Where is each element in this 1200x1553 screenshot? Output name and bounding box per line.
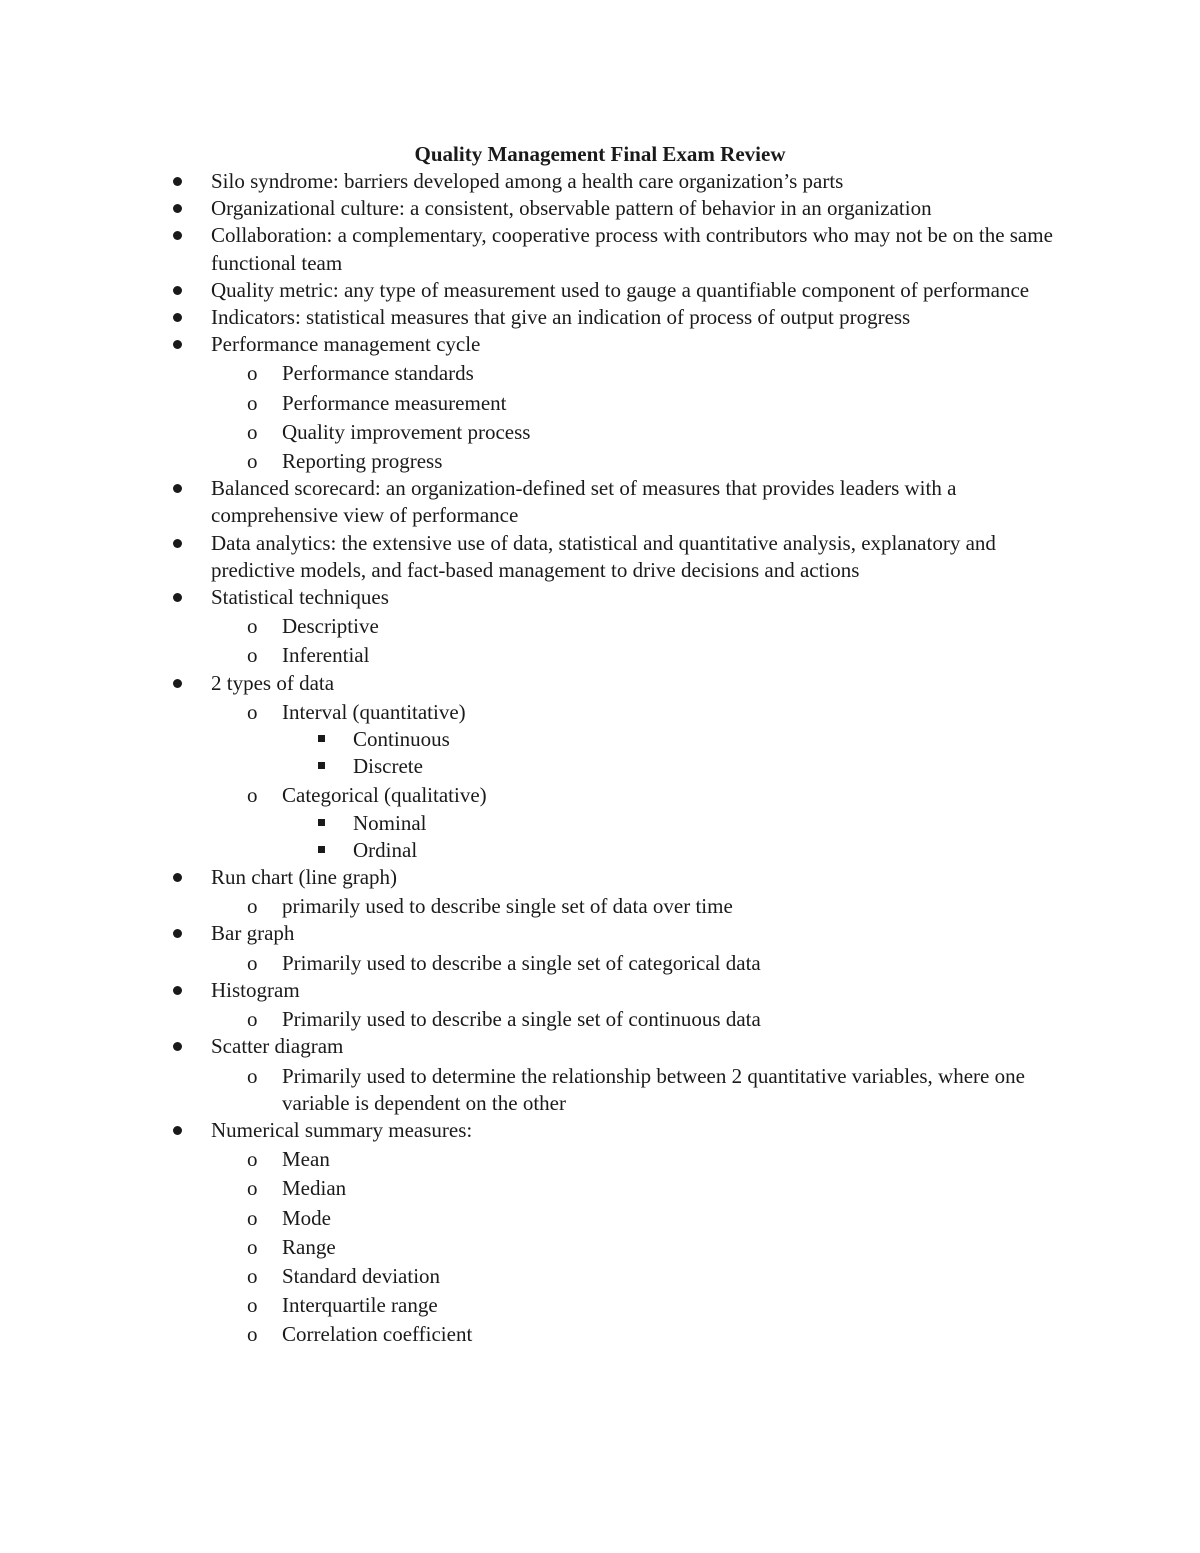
sub-bullet-item [0, 1321, 1072, 1348]
bullet-dot-icon [173, 277, 183, 304]
bullet-text: Interval (quantitative) [282, 699, 466, 724]
bullet-item [0, 920, 1071, 947]
hollow-circle-marker: o [247, 449, 258, 474]
sub-bullet-item [0, 1063, 1072, 1117]
bullet-text: Correlation coefficient [282, 1322, 473, 1347]
hollow-circle-marker: o [247, 1007, 258, 1032]
sub-bullet-item [0, 1234, 1072, 1261]
sub-bullet-item [0, 893, 1072, 920]
bullet-text: Primarily used to describe a single set of continuous data [282, 1007, 761, 1032]
bullet-dot-icon [173, 168, 183, 195]
bullet-text: 2 types of data [211, 670, 335, 695]
sub-bullet-item [0, 1292, 1072, 1319]
sub-bullet-item [0, 419, 1072, 446]
hollow-circle-marker: o [247, 1293, 258, 1318]
bullet-text: Quality metric: any type of measurement used to gauge a quantifiable component of performance [211, 277, 1030, 302]
bullet-text: Range [282, 1234, 336, 1259]
bullet-dot-icon [173, 304, 183, 331]
square-bullet-icon [318, 810, 328, 837]
square-bullet-icon [318, 753, 328, 780]
bullet-item [0, 530, 1071, 584]
sub-bullet-item [0, 1146, 1072, 1173]
bullet-dot-icon [173, 1033, 183, 1060]
bullet-item [0, 475, 1071, 529]
bullet-dot-icon [173, 331, 183, 358]
bullet-dot-icon [173, 530, 183, 557]
bullet-item [0, 331, 1071, 358]
bullet-item [0, 584, 1071, 611]
bullet-text: Silo syndrome: barriers developed among a health care organization’s parts [211, 169, 844, 193]
bullet-item [0, 977, 1071, 1004]
hollow-circle-marker: o [247, 614, 258, 639]
bullet-item [0, 195, 1071, 222]
bullet-text: Standard deviation [282, 1263, 441, 1288]
bullet-dot-icon [173, 977, 183, 1004]
bullet-text: Reporting progress [282, 449, 443, 474]
bullet-item [0, 864, 1071, 891]
hollow-circle-marker: o [247, 390, 258, 415]
bullet-dot-icon [173, 864, 183, 891]
hollow-circle-marker: o [247, 699, 258, 724]
bullet-text: Data analytics: the extensive use of data, statistical and quantitative analysis, explanatory and predictive models, and fact-based management to drive decisions and actions [211, 530, 996, 582]
sub-sub-bullet-item [0, 837, 1073, 864]
sub-bullet-item [0, 1205, 1072, 1232]
hollow-circle-marker: o [247, 643, 258, 668]
bullet-text: Mode [282, 1205, 331, 1230]
bullet-text: Statistical techniques [211, 585, 389, 610]
bullet-dot-icon [173, 920, 183, 947]
bullet-item [0, 304, 1071, 331]
hollow-circle-marker: o [247, 1322, 258, 1347]
sub-bullet-item [0, 950, 1072, 977]
bullet-text: Indicators: statistical measures that give an indication of process of output progress [211, 305, 911, 330]
sub-bullet-item [0, 1175, 1072, 1202]
bullet-text: Nominal [353, 810, 427, 835]
sub-sub-bullet-item [0, 810, 1073, 837]
hollow-circle-marker: o [247, 361, 258, 386]
sub-bullet-item [0, 1263, 1072, 1290]
bullet-text: Collaboration: a complementary, cooperative process with contributors who may not be on the same functional team [211, 223, 1053, 275]
hollow-circle-marker: o [247, 1063, 258, 1088]
bullet-item [0, 168, 1071, 195]
bullet-text: Primarily used to describe a single set of categorical data [282, 950, 761, 975]
hollow-circle-marker: o [247, 783, 258, 808]
page-title: Quality Management Final Exam Review [414, 142, 786, 166]
bullet-text: Performance measurement [282, 390, 507, 415]
bullet-text: Discrete [353, 754, 423, 779]
hollow-circle-marker: o [247, 950, 258, 975]
bullet-text: Mean [282, 1147, 330, 1172]
sub-bullet-item [0, 360, 1072, 387]
bullet-text: Primarily used to determine the relationship between 2 quantitative variables, where one variable is dependent on the other [282, 1063, 1025, 1115]
sub-bullet-item [0, 642, 1072, 669]
bullet-text: Organizational culture: a consistent, observable pattern of behavior in an organization [211, 196, 932, 221]
hollow-circle-marker: o [247, 1234, 258, 1259]
bullet-text: Run chart (line graph) [211, 865, 398, 890]
bullet-item [0, 1117, 1071, 1144]
square-bullet-icon [318, 726, 328, 753]
sub-bullet-item [0, 448, 1072, 475]
bullet-text: Categorical (qualitative) [282, 783, 487, 808]
hollow-circle-marker: o [247, 1205, 258, 1230]
sub-bullet-item [0, 782, 1072, 809]
sub-bullet-item [0, 699, 1072, 726]
bullet-dot-icon [173, 670, 183, 697]
bullet-text: Interquartile range [282, 1293, 438, 1318]
bullet-dot-icon [173, 195, 183, 222]
bullet-text: Performance management cycle [211, 332, 481, 357]
bullet-item [0, 670, 1071, 697]
hollow-circle-marker: o [247, 894, 258, 919]
bullet-text: Bar graph [211, 921, 295, 946]
bullet-text: Performance standards [282, 361, 474, 386]
bullet-dot-icon [173, 475, 183, 502]
bullet-text: primarily used to describe single set of data over time [282, 894, 733, 919]
bullet-text: Ordinal [353, 837, 418, 862]
bullet-text: Descriptive [282, 614, 379, 639]
bullet-dot-icon [173, 1117, 183, 1144]
bullet-dot-icon [173, 584, 183, 611]
bullet-text: Inferential [282, 643, 370, 668]
hollow-circle-marker: o [247, 1176, 258, 1201]
bullet-text: Scatter diagram [211, 1034, 344, 1059]
bullet-text: Numerical summary measures: [211, 1117, 473, 1142]
sub-sub-bullet-item [0, 726, 1073, 753]
bullet-text: Balanced scorecard: an organization-defined set of measures that provides leaders with a comprehensive view of performance [211, 476, 957, 528]
bullet-item [0, 277, 1071, 304]
bullet-item [0, 1033, 1071, 1060]
sub-bullet-item [0, 613, 1072, 640]
hollow-circle-marker: o [247, 419, 258, 444]
bullet-text: Continuous [353, 727, 450, 752]
bullet-text: Histogram [211, 977, 300, 1002]
bullet-text: Median [282, 1176, 347, 1201]
bullet-dot-icon [173, 222, 183, 249]
square-bullet-icon [318, 837, 328, 864]
hollow-circle-marker: o [247, 1263, 258, 1288]
sub-bullet-item [0, 390, 1072, 417]
sub-bullet-item [0, 1006, 1072, 1033]
review-outline [0, 168, 1200, 1349]
bullet-text: Quality improvement process [282, 419, 531, 444]
hollow-circle-marker: o [247, 1147, 258, 1172]
sub-sub-bullet-item [0, 753, 1073, 780]
bullet-item [0, 222, 1071, 276]
